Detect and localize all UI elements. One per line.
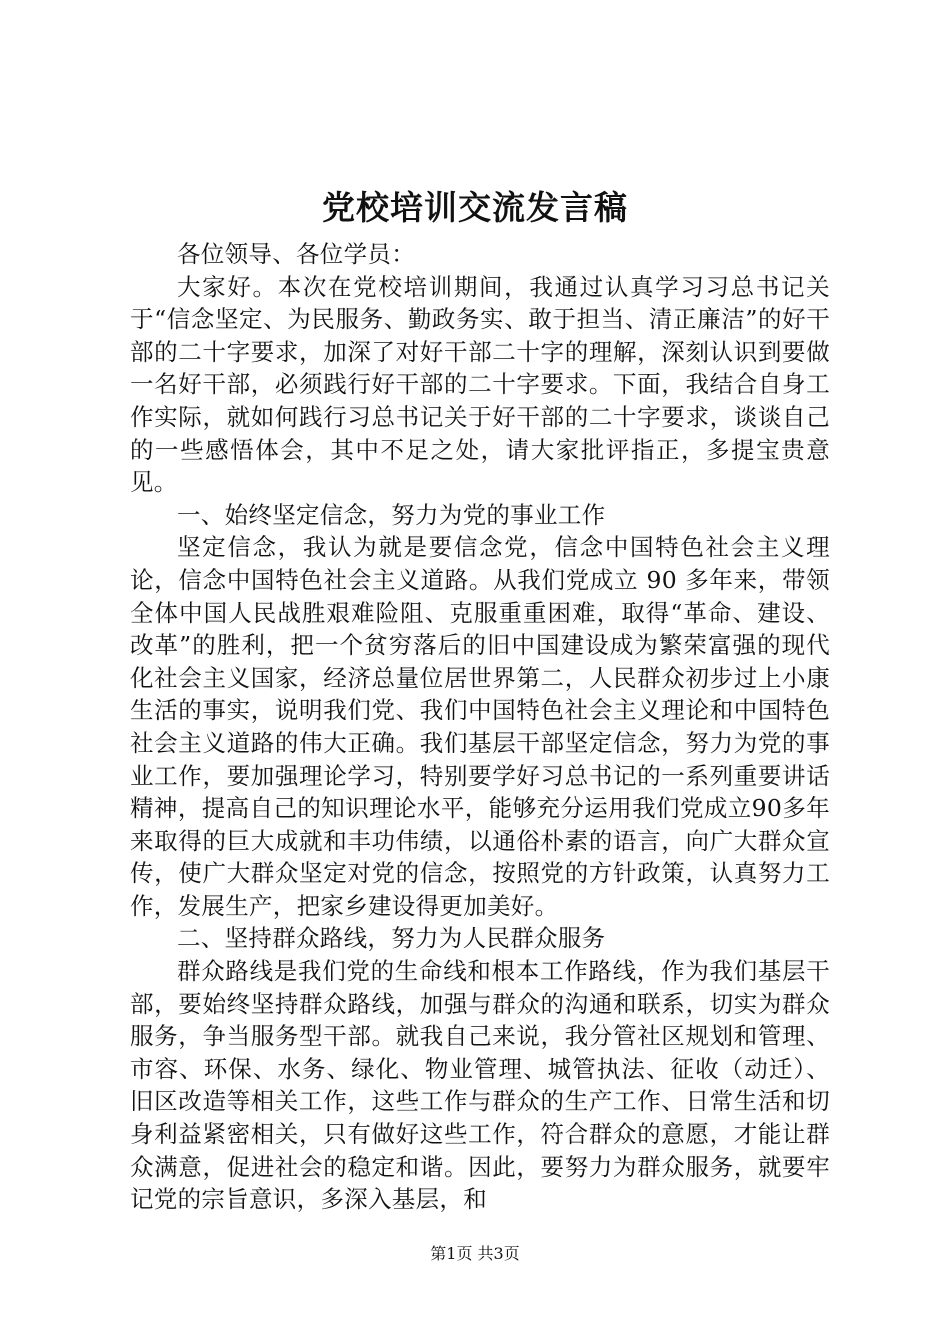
section-heading-2: 二、坚持群众路线，努力为人民群众服务 [177, 924, 606, 953]
paragraph-section-2: 群众路线是我们党的生命线和根本工作路线，作为我们基层干部，要始终坚持群众路线，加强与群众的沟通和联系，切实为群众服务，争当服务型干部。就我自己来说，我分管社区规划和管理、市容、环保、水务、绿化、物业管理、城管执法、征收（动迁）、旧区改造等相关工作，这些工作与群众的生产工作、日常生活和切身利益紧密相关，只有做好这些工作，符合群众的意愿，才能让群众满意，促进社会的稳定和谐。因此，要努力为群众服务，就要牢记党的宗旨意识，多深入基层，和 [130, 957, 830, 1214]
paragraph-section-1: 坚定信念，我认为就是要信念党，信念中国特色社会主义理论，信念中国特色社会主义道路。从我们党成立 90 多年来，带领全体中国人民战胜艰难险阻、克服重重困难，取得“革命、建设、改革”的胜利，把一个贫穷落后的旧中国建设成为繁荣富强的现代化社会主义国家，经济总量位居世界第二，人民群众初步过上小康生活的事实，说明我们党、我们中国特色社会主义理论和中国特色社会主义道路的伟大正确。我们基层干部坚定信念，努力为党的事业工作，要加强理论学习，特别要学好习总书记的一系列重要讲话精神，提高自己的知识理论水平，能够充分运用我们党成立90多年来取得的巨大成就和丰功伟绩，以通俗朴素的语言，向广大群众宣传，使广大群众坚定对党的信念，按照党的方针政策，认真努力工作，发展生产，把家乡建设得更加美好。 [130, 533, 830, 920]
section-heading-1: 一、始终坚定信念，努力为党的事业工作 [177, 500, 606, 529]
page-footer: 第1页 共3页 [430, 1244, 520, 1263]
document-title: 党校培训交流发言稿 [322, 188, 628, 227]
salutation: 各位领导、各位学员： [177, 240, 415, 268]
paragraph-intro: 大家好。本次在党校培训期间，我通过认真学习习总书记关于“信念坚定、为民服务、勤政务实、敢于担当、清正廉洁”的好干部的二十字要求，加深了对好干部二十字的理解，深刻认识到要做一名好干部，必须践行好干部的二十字要求。下面，我结合自身工作实际，就如何践行习总书记关于好干部的二十字要求，谈谈自己的一些感悟体会，其中不足之处，请大家批评指正，多提宝贵意见。 [130, 272, 830, 497]
document-body [130, 238, 830, 1216]
